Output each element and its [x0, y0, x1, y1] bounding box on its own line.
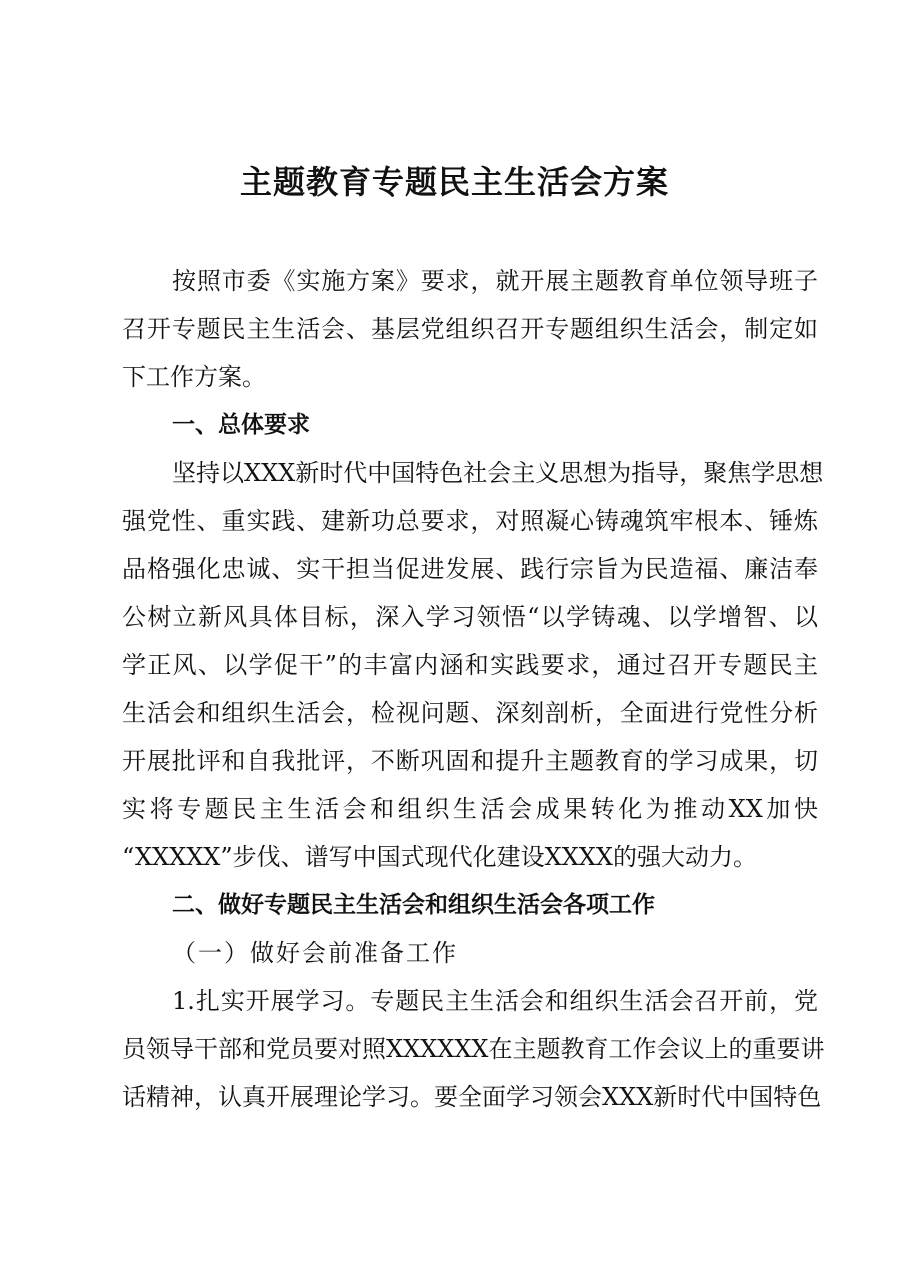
paragraph-line: 品格强化忠诚、实干担当促进发展、践行宗旨为民造福、廉洁奉	[122, 555, 818, 583]
subsection-heading: （一）做好会前准备工作	[172, 939, 458, 967]
paragraph-line: 开展批评和自我批评，不断巩固和提升主题教育的学习成果，切	[122, 747, 818, 775]
paragraph-line: 实将专题民主生活会和组织生活会成果转化为推动XX加快	[122, 795, 818, 823]
paragraph-line: 话精神，认真开展理论学习。要全面学习领会XXX新时代中国特色	[122, 1083, 822, 1111]
paragraph-line: 生活会和组织生活会，检视问题、深刻剖析，全面进行党性分析	[122, 699, 818, 727]
paragraph-line: 召开专题民主生活会、基层党组织召开专题组织生活会，制定如	[122, 315, 818, 343]
document-title: 主题教育专题民主生活会方案	[239, 163, 669, 201]
paragraph-line: 坚持以XXX新时代中国特色社会主义思想为指导，聚焦学思想	[172, 459, 824, 487]
paragraph-line: 强党性、重实践、建新功总要求，对照凝心铸魂筑牢根本、锤炼	[122, 507, 818, 535]
section-heading: 一、总体要求	[172, 412, 310, 438]
paragraph-line: 员领导干部和党员要对照XXXXXX在主题教育工作会议上的重要讲	[122, 1035, 825, 1063]
paragraph-line: 1.扎实开展学习。专题民主生活会和组织生活会召开前，党	[172, 987, 818, 1015]
paragraph-line: 按照市委《实施方案》要求，就开展主题教育单位领导班子	[172, 267, 818, 295]
paragraph-line: 学正风、以学促干”的丰富内涵和实践要求，通过召开专题民主	[122, 651, 818, 679]
paragraph-line: 公树立新风具体目标，深入学习领悟“以学铸魂、以学增智、以	[122, 603, 818, 631]
paragraph-line: 下工作方案。	[122, 363, 266, 391]
paragraph-line: “XXXXX”步伐、谱写中国式现代化建设XXXX的强大动力。	[122, 843, 757, 871]
section-heading: 二、做好专题民主生活会和组织生活会各项工作	[172, 892, 655, 918]
